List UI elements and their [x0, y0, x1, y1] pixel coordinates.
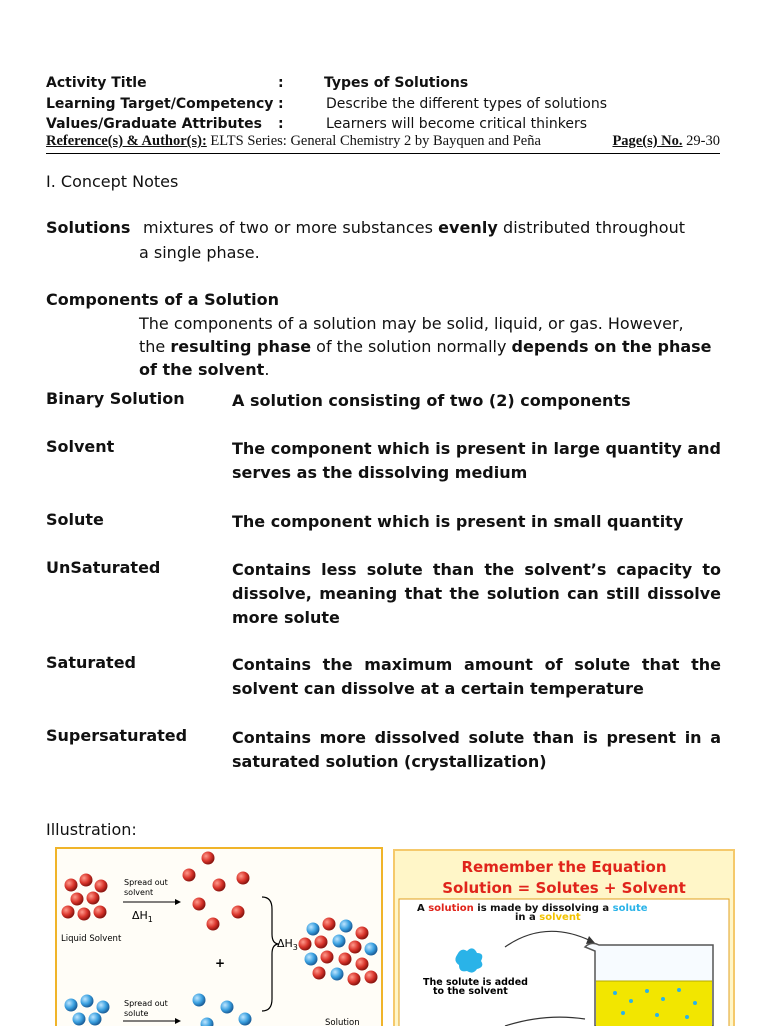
activity-title-label: Activity Title — [46, 75, 147, 91]
pages-group — [612, 133, 720, 150]
equation-poster — [393, 849, 735, 1026]
equation-poster-svg — [395, 851, 733, 1026]
values-colon: : — [278, 116, 284, 132]
values-value: Learners will become critical thinkers — [326, 116, 587, 132]
solute-cluster — [65, 995, 110, 1026]
reference-label: Reference(s) & Author(s): — [46, 133, 207, 149]
plus-sign: + — [215, 956, 225, 970]
solutions-def-line2: a single phase. — [139, 241, 260, 265]
components-line3 — [139, 358, 269, 382]
pages-value: 29-30 — [686, 133, 720, 149]
activity-title-colon: : — [278, 75, 284, 91]
poster-title-line2: Solution = Solutes + Solvent — [442, 879, 686, 897]
concept-notes-heading: I. Concept Notes — [46, 172, 178, 191]
spread-solute-line1: Spread out — [124, 999, 168, 1008]
poster-subtitle-line2: in a solvent — [515, 912, 581, 923]
beaker — [585, 943, 713, 1026]
spread-solute-particles — [193, 994, 252, 1026]
spread-solvent-line1: Spread out — [124, 878, 168, 887]
learning-target-value: Describe the different types of solutions — [326, 96, 607, 112]
illustration-label: Illustration: — [46, 818, 137, 842]
components-heading: Components of a Solution — [46, 288, 279, 312]
components-l2-c: of the solution normally — [316, 337, 506, 356]
def-solvent: The component which is present in large quantity and serves as the dissolving medium — [232, 437, 721, 485]
brace — [262, 897, 279, 1011]
components-l2-b: resulting phase — [170, 337, 311, 356]
def-saturated: Contains the maximum amount of solute that the solvent can dissolve at a certain temperature — [232, 653, 721, 701]
def-supersaturated: Contains more dissolved solute than is present in a saturated solution (crystallization) — [232, 726, 721, 774]
spread-solute-line2: solute — [124, 1009, 148, 1018]
arrow-solute-head — [175, 1018, 181, 1024]
solution-cluster — [299, 918, 378, 986]
components-l3-b: . — [264, 360, 269, 379]
components-l2-a: the — [139, 337, 165, 356]
dh1-label: $\Delta H_1$ — [132, 909, 153, 924]
components-l2-d: depends on the phase — [512, 337, 712, 356]
def-binary: A solution consisting of two (2) components — [232, 389, 721, 413]
values-label: Values/Graduate Attributes — [46, 116, 262, 132]
term-unsaturated: UnSaturated — [46, 558, 160, 577]
term-saturated: Saturated — [46, 653, 136, 672]
pages-label: Page(s) No. — [612, 133, 682, 149]
learning-target-label: Learning Target/Competency — [46, 96, 273, 112]
term-binary: Binary Solution — [46, 389, 185, 408]
solutions-def-bold: evenly — [438, 218, 498, 237]
term-solvent: Solvent — [46, 437, 114, 456]
def-solute: The component which is present in small quantity — [232, 510, 721, 534]
arrow-solvent-head — [175, 899, 181, 905]
term-supersaturated: Supersaturated — [46, 726, 187, 745]
liquid-solvent-label: Liquid Solvent — [61, 934, 122, 944]
enthalpy-diagram — [55, 847, 383, 1026]
spread-solvent-particles — [183, 852, 250, 931]
components-line2 — [139, 335, 721, 359]
components-l3-a: of the solvent — [139, 360, 264, 379]
solute-added-line2: to the solvent — [433, 986, 508, 997]
def-unsaturated: Contains less solute than the solvent’s capacity to dissolve, meaning that the solution can still dissolve more solute — [232, 558, 721, 630]
learning-target-colon: : — [278, 96, 284, 112]
components-line1: The components of a solution may be solid, liquid, or gas. However, — [139, 312, 721, 336]
solvent-cluster — [62, 874, 108, 921]
solute-added-line1: The solute is added — [423, 977, 528, 988]
solution-label: Solution — [325, 1018, 360, 1026]
dh3-label: $\Delta H_3$ — [277, 937, 298, 952]
solutions-def-part1: mixtures of two or more substances — [143, 218, 433, 237]
spread-solvent-line2: solvent — [124, 888, 153, 897]
solutions-def-part2: distributed throughout — [503, 218, 685, 237]
reference-value: ELTS Series: General Chemistry 2 by Bayquen and Peña — [210, 133, 540, 149]
enthalpy-diagram-svg — [57, 849, 381, 1026]
activity-title-value: Types of Solutions — [324, 75, 468, 91]
poster-subtitle: A solution is made by dissolving a solute — [417, 903, 648, 914]
solutions-term: Solutions — [46, 216, 130, 240]
reference-row — [46, 133, 720, 154]
term-solute: Solute — [46, 510, 104, 529]
poster-title-line1: Remember the Equation — [461, 858, 666, 876]
solutions-definition — [143, 216, 723, 240]
